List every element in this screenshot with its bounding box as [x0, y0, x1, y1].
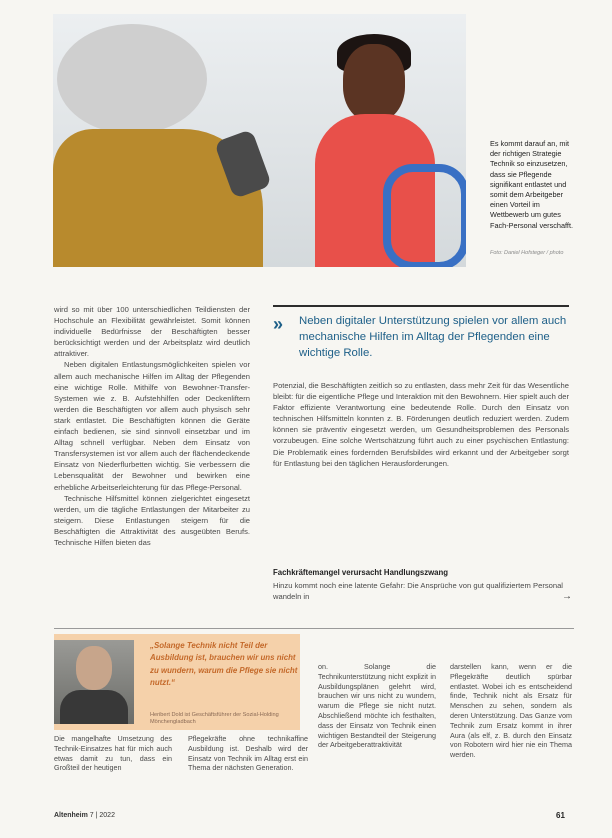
right-column-continued [273, 580, 563, 602]
paragraph: wird so mit über 100 unterschiedlichen Teildiensten der Hochschule an Flexibilität gewährleistet. Somit können individuelle Bedürfnisse der Beschäftigten besser berücksichtigt werden und der Arbeitsplatz wird deutlich attraktiver. [54, 305, 250, 359]
issue-number: 7 | 2022 [89, 812, 115, 819]
box-attribution: Heribert Dold ist Geschäftsführer der Sozial-Holding Mönchengladbach [150, 712, 279, 725]
paragraph: Neben digitalen Entlastungsmöglichkeiten spielen vor allem auch mechanische Hilfen im Alltag der Pflegenden eine wichtige Rolle. Mithilfe von Bewohner-Transfer-Systemen wie z. B. Aufstehhilfen oder Deckenliftern werden die Beschäftigten vor allem auch physisch sehr stark entlastet. Die Beschäftigten können die Geräte einfach bedienen, sie sind sinnvoll einsetzbar und im Alltag schnell verfügbar. Neben dem Einsatz von Transfersystemen ist vor allem auch der flächendeckende Einsatz von Niederflurbetten wichtig. Sie verbessern die Lebensqualität der Bewohner und bewirken eine erhebliche Arbeitserleichterung für das Pflege-Personal. [54, 360, 250, 492]
quote-box [54, 634, 300, 730]
continue-arrow-icon: → [562, 591, 572, 602]
bottom-column-1 [54, 734, 172, 773]
paragraph: Technische Hilfsmittel können zielgerichtet eingesetzt werden, um die tägliche Entlastungen der Mitarbeiter zu steigern. Diese Entlastungen steigern für die Beschäftigten die Attraktivität des ausgeübten Berufs. Technische Hilfen bieten das [54, 493, 250, 547]
photo-caption: Es kommt darauf an, mit der richtigen Strategie Technik so einzusetzen, dass sie Pflegende signifikant entlastet und somit dem Arbeitgeber einen Vorteil im Wettbewerb um gutes Fach-Personal verschafft. [490, 139, 574, 230]
paragraph: Potenzial, die Beschäftigten zeitlich so zu entlasten, dass mehr Zeit für das Wesentliche bleibt: für die eigentliche Pflege und Interaktion mit den Bewohnern. Hier spielt auch der Faktor effiziente Verantwortung eine bedeutende Rolle. Durch den Einsatz von technischen Hilfsmitteln konnten z. B. Förderungen deutlich reduziert werden. Zudem können sie präventiv eingesetzt werden, um Gesundheitsproblemen des Personals vorzubeugen. Eine solche Wertschätzung führt auch zu einer psychischen Entlastung: Die Problematik eines fordernden Berufsbildes wird erkannt und der Arbeitgeber sorgt für Entlastung bei den täglichen Herausforderungen. [273, 381, 569, 468]
left-column [54, 304, 250, 548]
hero-photo [53, 14, 466, 267]
paragraph: on. Solange die Technikunterstützung nicht explizit in Ausbildungsplänen gelehrt wird, brauchen wir uns nicht zu wundern, warum die Pflege sie nicht nutzt. Abschließend möchte ich festhalten, dass der Einsatz von Technik einen wichtigen Bestandteil der Steigerung der Arbeitgeberattraktivität [318, 662, 436, 750]
photo-credit: Foto: Daniel Hofsteger / photo [490, 250, 564, 256]
paragraph: Hinzu kommt noch eine latente Gefahr: Die Ansprüche von gut qualifiziertem Personal wandeln in [273, 581, 563, 602]
standing-aid-frame [383, 164, 466, 267]
bottom-column-3 [318, 662, 436, 750]
paragraph: darstellen kann, wenn er die Pflegekräfte deutlich spürbar entlastet. Wobei ich es entscheidend finde, Technik nicht als Ersatz für Menschen zu sehen, sondern als deren Unterstützung. Das Ganze vom Technik zum Ersatz kommt in ihrer Aura (als elf, z. B. durch den Einsatz von Robotern wird hier nie ein Thema werden. [450, 662, 572, 760]
magazine-name: Altenheim [54, 812, 88, 819]
woman-head [343, 44, 405, 122]
man-head [57, 24, 207, 134]
bottom-column-4 [450, 662, 572, 760]
page-number: 61 [556, 811, 565, 820]
section-divider [54, 628, 574, 629]
bottom-column-2 [188, 734, 308, 773]
section-subhead: Fachkräftemangel verursacht Handlungszwang [273, 568, 449, 577]
portrait-head [76, 646, 112, 690]
quote-chevron-icon: » [273, 314, 284, 334]
box-quote: „Solange Technik nicht Teil der Ausbildung ist, brauchen wir uns nicht zu wundern, warum die Pflege sie nicht nutzt.“ [150, 641, 298, 688]
pull-quote: Neben digitaler Unterstützung spielen vor allem auch mechanische Hilfen im Alltag der Pflegenden eine wichtige Rolle. [299, 315, 567, 359]
portrait-suit [60, 690, 128, 724]
paragraph: Die mangelhafte Umsetzung des Technik-Einsatzes hat für mich auch etwas damit zu tun, dass ein Großteil der heutigen [54, 734, 172, 773]
right-column [273, 380, 569, 469]
paragraph: Pflegekräfte ohne technikaffine Ausbildung ist. Deshalb wird der Einsatz von Technik im Alltag erst ein Thema der nächsten Generation. [188, 734, 308, 773]
pull-quote-rule [273, 305, 569, 307]
portrait-photo [54, 640, 134, 724]
footer-masthead [54, 812, 115, 819]
